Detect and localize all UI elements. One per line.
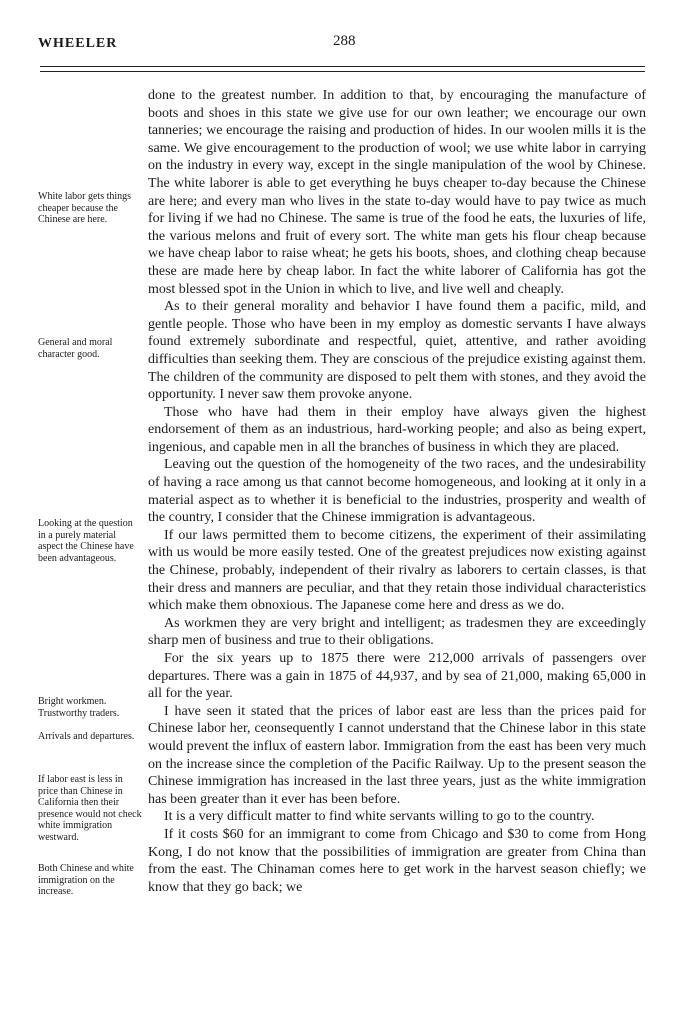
sidenote-immigration-increase: Both Chinese and white immigration on the increase. <box>38 863 134 897</box>
header-rule-bottom <box>40 71 645 72</box>
sidenote-moral-character: General and moral character good. <box>38 337 113 360</box>
paragraph: If it costs $60 for an immigrant to come from Chicago and $30 to come from Hong Kong, I do not know that the possibilities of immigration are greater from China than from the east. The Chinaman comes here to get work in the harvest season chiefly; we know that they go back; we <box>148 826 646 895</box>
sidenote-bright-workmen: Bright workmen. Trustworthy traders. <box>38 696 120 719</box>
paragraph: For the six years up to 1875 there were 212,000 arrivals of passengers over departures. There was a gain in 1875 of 44,937, and by sea of 21,000, making 65,000 in all for the year. <box>148 651 646 702</box>
paragraph: I have seen it stated that the prices of labor east are less than the prices paid for Chinese labor her, ceonsequently I cannot understand that the Chinese labor in this state would prevent the influx of eastern labor. Immigration from the east has been very much on the increase since the completion of the Pacific Railway. Up to the present season the Chinese immigration has increased in the last three years, just as the white immigration has been greater than it ever has been before. <box>148 703 646 807</box>
paragraph: Those who have had them in their employ have always given the highest endorsement of them as an industrious, hard-working people; and also as being expert, ingenious, and capable men in all the branches of business in which they are placed. <box>148 404 646 455</box>
page-number: 288 <box>333 33 356 49</box>
header-rule-top <box>40 66 645 67</box>
paragraph: done to the greatest number. In addition to that, by encouraging the manufacture of boots and shoes in this state we give use for our own leather; we encourage our own tanneries; we encourage the raising and production of hides. In our woolen mills it is the same. We give encouragement to the production of wool; we use white labor in carrying on the industry in every way, except in the single manipulation of the wool by Chinese. The white laborer is able to get everything he buys cheaper to-day because the Chinese are here; and every man who lives in the state to-day would have to pay twice as much for living if we had no Chinese. The same is true of the food he eats, the luxuries of life, the various melons and fruit of every sort. The white man gets his flour cheap because we have cheap labor to raise wheat; he gets his boots, shoes, and clothing cheap because these are made here by cheap labor. In fact the white laborer of California has got the most blessed spot in the Union in which to live, and live well and cheaply. <box>148 88 646 297</box>
sidenote-white-labor: White labor gets things cheaper because the Chinese are here. <box>38 191 132 225</box>
running-head: WHEELER <box>38 36 118 51</box>
paragraph: If our laws permitted them to become citizens, the experiment of their assimilating with us would be more easily tested. One of the greatest prejudices now existing against the Chinese, probably, independent of their rivalry as laborers to certain classes, is that their dress and manners are peculiar, and that they retain those individual characteristics which make them obnoxious. The Japanese come here and dress as we do. <box>148 527 646 614</box>
paragraph: It is a very difficult matter to find white servants willing to go to the country. <box>164 809 595 825</box>
paragraph: Leaving out the question of the homogeneity of the two races, and the undesirability of having a race among us that cannot become homogeneous, and looking at it only in a material aspect as to whether it is beneficial to the industries, prosperity and wealth of the country, I consider that the Chinese immigration is advantageous. <box>148 457 646 526</box>
sidenote-labor-east: If labor east is less in price than Chinese in California then their presence would not check white immigration westward. <box>38 774 142 843</box>
paragraph: As workmen they are very bright and intelligent; as tradesmen they are exceedingly sharp men of business and true to their obligations. <box>148 615 646 649</box>
sidenote-arrivals: Arrivals and departures. <box>38 731 135 742</box>
sidenote-material-aspect: Looking at the question in a purely material aspect the Chinese have been advantageous. <box>38 518 134 564</box>
paragraph: As to their general morality and behavior I have found them a pacific, mild, and gentle people. Those who have been in my employ as domestic servants I have always found extremely subordinate and respectful, quiet, attentive, and rather avoiding difficulties than seeking them. They are conscious of the prejudice existing against them. The children of the community are disposed to pelt them with stones, and they avoid the opportunity. I never saw them provoke anyone. <box>148 299 646 403</box>
body-text <box>148 87 646 896</box>
